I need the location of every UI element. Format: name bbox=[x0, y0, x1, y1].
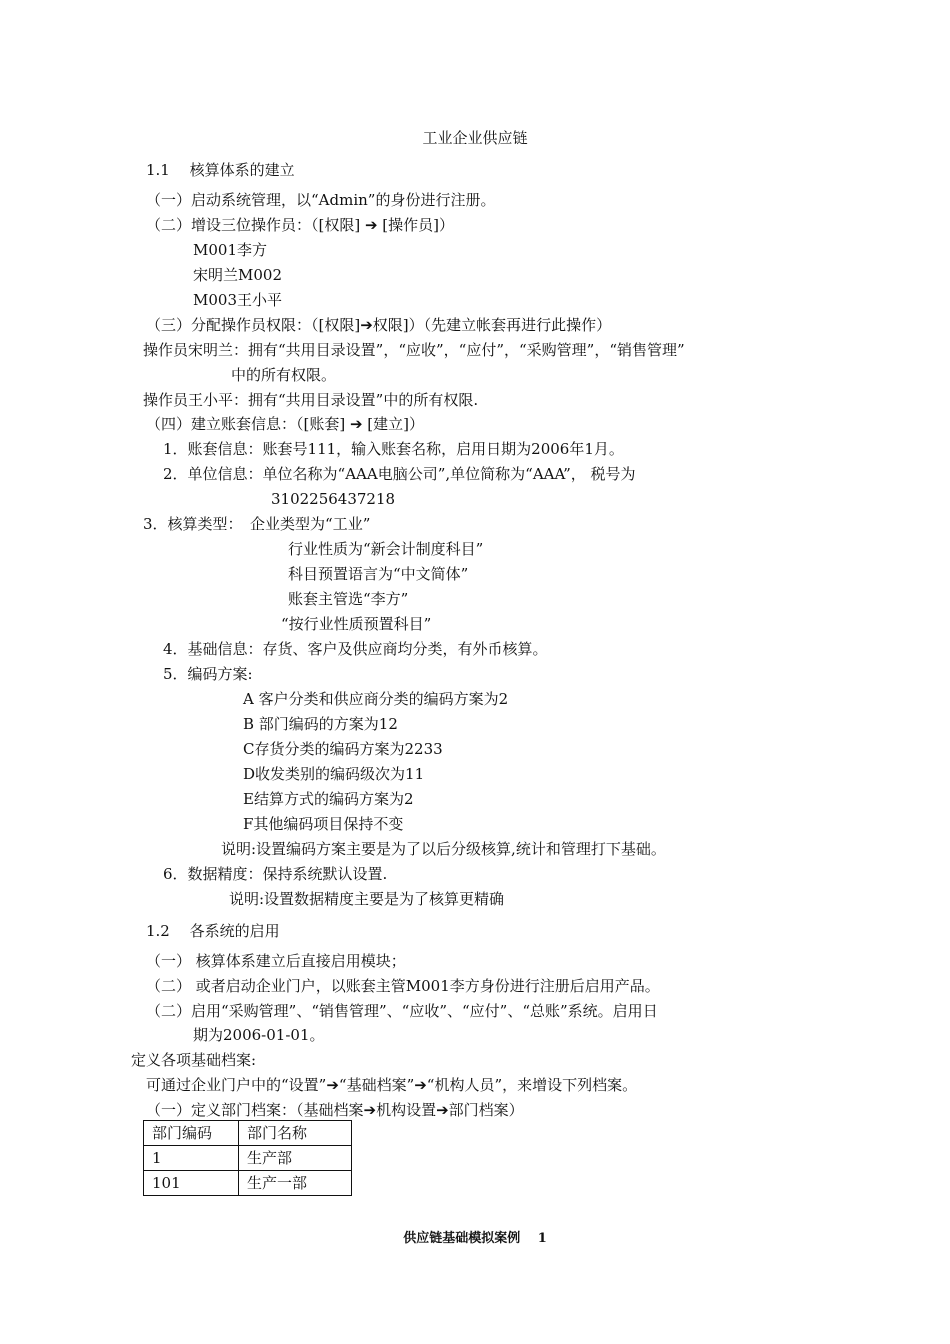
account-info-5: 5．编码方案: bbox=[163, 665, 253, 683]
operator-1: M001李方 bbox=[193, 241, 267, 259]
coding-c: C存货分类的编码方案为2233 bbox=[243, 740, 443, 758]
account-info-2: 2．单位信息：单位名称为“AAA电脑公司”,单位简称为“AAA”， 税号为 bbox=[163, 465, 636, 483]
menu-path: 可通过企业门户中的“设置”➔“基础档案”➔“机构人员”，来增设下列档案。 bbox=[146, 1076, 638, 1094]
section-heading-1-2: 1.2 各系统的启用 bbox=[146, 922, 280, 940]
permission-2: 操作员王小平：拥有“共用目录设置”中的所有权限. bbox=[143, 391, 479, 409]
section-heading-1-1: 1.1 核算体系的建立 bbox=[146, 161, 295, 179]
define-department-step: （一）定义部门档案：（基础档案➔机构设置➔部门档案） bbox=[146, 1101, 524, 1119]
account-info-3: 3．核算类型： 企业类型为“工业” bbox=[143, 515, 371, 533]
table-cell-code: 1 bbox=[144, 1146, 239, 1171]
precision-note: 说明:设置数据精度主要是为了核算更精确 bbox=[229, 890, 505, 908]
coding-e: E结算方式的编码方案为2 bbox=[243, 790, 414, 808]
coding-note: 说明:设置编码方案主要是为了以后分级核算,统计和管理打下基础。 bbox=[221, 840, 666, 858]
coding-b: B 部门编码的方案为12 bbox=[243, 715, 398, 733]
step-3: （三）分配操作员权限：（[权限]➔权限]）（先建立帐套再进行此操作） bbox=[146, 316, 612, 334]
operator-3: M003王小平 bbox=[193, 291, 282, 309]
account-info-6: 6．数据精度：保持系统默认设置. bbox=[163, 865, 388, 883]
define-archives-heading: 定义各项基础档案: bbox=[131, 1051, 257, 1069]
page-title: 工业企业供应链 bbox=[422, 129, 528, 147]
coding-d: D收发类别的编码级次为11 bbox=[243, 765, 425, 783]
department-table bbox=[143, 1120, 352, 1196]
permission-1-cont: 中的所有权限。 bbox=[231, 366, 337, 384]
column-header-code: 部门编码 bbox=[144, 1121, 239, 1146]
account-info-1: 1．账套信息：账套号111，输入账套名称，启用日期为2006年1月。 bbox=[163, 440, 624, 458]
permission-1: 操作员宋明兰：拥有“共用目录设置”，“应收”，“应付”，“采购管理”，“销售管理” bbox=[143, 341, 685, 359]
operator-2: 宋明兰M002 bbox=[193, 266, 282, 284]
table-cell-code: 101 bbox=[144, 1171, 239, 1196]
enable-step-2: （二） 或者启动企业门户，以账套主管M001李方身份进行注册后启用产品。 bbox=[146, 977, 660, 995]
industry-nature: 行业性质为“新会计制度科目” bbox=[288, 540, 484, 558]
account-info-4: 4．基础信息：存货、客户及供应商均分类，有外币核算。 bbox=[163, 640, 548, 658]
table-cell-name: 生产一部 bbox=[239, 1171, 352, 1196]
step-1: （一）启动系统管理，以“Admin”的身份进行注册。 bbox=[146, 191, 496, 209]
table-row bbox=[144, 1146, 352, 1171]
table-header-row bbox=[144, 1121, 352, 1146]
preset-subjects: “按行业性质预置科目” bbox=[281, 615, 432, 633]
preset-language: 科目预置语言为“中文简体” bbox=[288, 565, 469, 583]
step-2: （二）增设三位操作员：（[权限] ➔ [操作员]） bbox=[146, 216, 455, 234]
enable-date: 期为2006-01-01。 bbox=[193, 1026, 325, 1044]
tax-number: 3102256437218 bbox=[271, 490, 396, 508]
table-cell-name: 生产部 bbox=[239, 1146, 352, 1171]
enable-step-1: （一） 核算体系建立后直接启用模块； bbox=[146, 952, 406, 970]
step-4: （四）建立账套信息：（[账套] ➔ [建立]） bbox=[146, 415, 425, 433]
coding-f: F其他编码项目保持不变 bbox=[243, 815, 404, 833]
column-header-name: 部门名称 bbox=[239, 1121, 352, 1146]
coding-a: A 客户分类和供应商分类的编码方案为2 bbox=[243, 690, 509, 708]
enable-step-3: （二）启用“采购管理”、“销售管理”、“应收”、“应付”、“总账”系统。启用日 bbox=[146, 1002, 658, 1020]
page-footer: 供应链基础模拟案例 1 bbox=[403, 1231, 547, 1246]
table-row bbox=[144, 1171, 352, 1196]
account-supervisor: 账套主管选“李方” bbox=[288, 590, 409, 608]
